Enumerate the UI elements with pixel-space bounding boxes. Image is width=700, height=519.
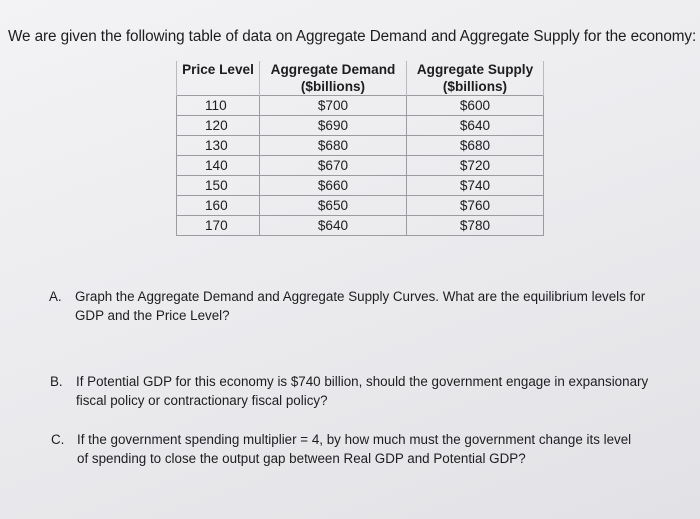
header-aggregate-demand-label: Aggregate Demand xyxy=(270,62,396,77)
aggregate-demand-cell: $660 xyxy=(260,176,407,196)
intro-text: We are given the following table of data on Aggregate Demand and Aggregate Supply for the economy: xyxy=(8,28,697,45)
question-b-line-1: If Potential GDP for this economy is $740 billion, should the government engage in expansionary xyxy=(76,374,649,389)
aggregate-demand-cell: $700 xyxy=(260,96,407,116)
question-c-letter: C. xyxy=(51,432,65,447)
header-price-level-label: Price Level xyxy=(182,62,254,77)
price-level-cell: 130 xyxy=(177,136,260,156)
aggregate-supply-cell: $640 xyxy=(407,116,544,136)
question-c-line-2: of spending to close the output gap between Real GDP and Potential GDP? xyxy=(77,451,526,466)
table-row xyxy=(177,96,544,116)
table-row xyxy=(177,216,544,236)
aggregate-demand-cell: $670 xyxy=(260,156,407,176)
price-level-cell: 110 xyxy=(177,96,260,116)
aggregate-supply-cell: $600 xyxy=(407,96,544,116)
question-b-letter: B. xyxy=(50,374,63,389)
table-row xyxy=(177,116,544,136)
header-aggregate-supply-label: Aggregate Supply xyxy=(416,62,534,77)
table-row xyxy=(177,156,544,176)
aggregate-supply-cell: $780 xyxy=(407,216,544,236)
price-level-cell: 160 xyxy=(177,196,260,216)
question-a-line-2: GDP and the Price Level? xyxy=(75,308,230,323)
question-a-line-1: Graph the Aggregate Demand and Aggregate Supply Curves. What are the equilibrium levels for xyxy=(75,289,646,304)
question-c-line-1: If the government spending multiplier = 4, by how much must the government change its level xyxy=(77,432,632,447)
question-b-line-2: fiscal policy or contractionary fiscal policy? xyxy=(76,393,328,408)
aggregate-supply-cell: $740 xyxy=(407,176,544,196)
question-a-letter: A. xyxy=(49,289,62,304)
aggregate-supply-cell: $680 xyxy=(407,136,544,156)
header-price-level xyxy=(177,61,260,96)
price-level-cell: 120 xyxy=(177,116,260,136)
table-row xyxy=(177,136,544,156)
table-header-row xyxy=(177,61,544,96)
aggregate-demand-cell: $680 xyxy=(260,136,407,156)
header-aggregate-supply xyxy=(407,61,544,96)
price-level-cell: 150 xyxy=(177,176,260,196)
table-row xyxy=(177,176,544,196)
ad-as-table xyxy=(176,61,544,236)
header-aggregate-demand-unit: ($billions) xyxy=(300,79,366,94)
table-row xyxy=(177,196,544,216)
header-aggregate-demand xyxy=(260,61,407,96)
aggregate-demand-cell: $650 xyxy=(260,196,407,216)
header-aggregate-supply-unit: ($billions) xyxy=(442,79,508,94)
price-level-cell: 140 xyxy=(177,156,260,176)
aggregate-supply-cell: $720 xyxy=(407,156,544,176)
aggregate-supply-cell: $760 xyxy=(407,196,544,216)
aggregate-demand-cell: $690 xyxy=(260,116,407,136)
price-level-cell: 170 xyxy=(177,216,260,236)
aggregate-demand-cell: $640 xyxy=(260,216,407,236)
